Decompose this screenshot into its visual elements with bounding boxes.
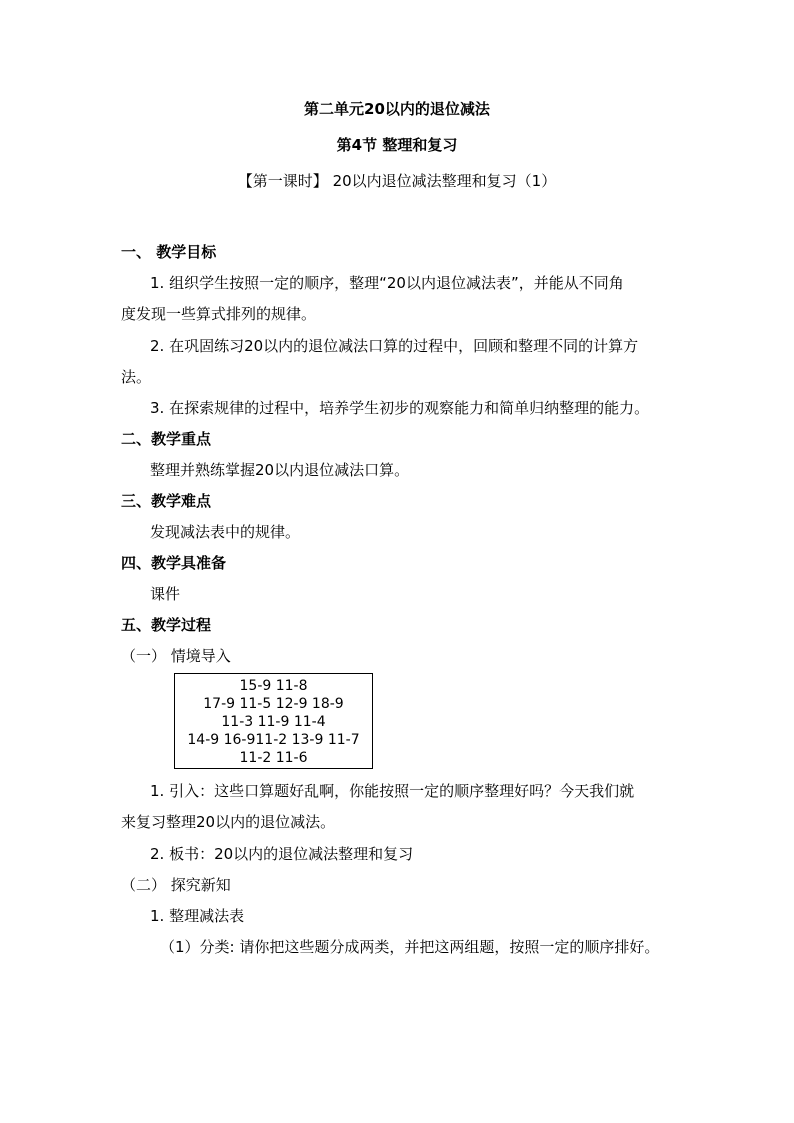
intro-line-1: 1. 引入：这些口算题好乱啊，你能按照一定的顺序整理好吗？今天我们就 xyxy=(150,782,635,800)
problem-box xyxy=(174,673,373,769)
key-points-heading: 二、教学重点 xyxy=(121,430,212,448)
part-1-heading: （一） 情境导入 xyxy=(121,647,231,665)
problem-row: 11-3 11-9 11-4 xyxy=(221,714,326,730)
problem-row: 17-9 11-5 12-9 18-9 xyxy=(203,696,344,712)
materials-text: 课件 xyxy=(150,585,181,603)
materials-heading: 四、教学具准备 xyxy=(121,554,227,572)
sub-item-1-1: （1）分类: 请你把这些题分成两类，并把这两组题，按照一定的顺序排好。 xyxy=(160,938,660,956)
difficulties-heading: 三、教学难点 xyxy=(121,492,212,510)
difficulties-text: 发现减法表中的规律。 xyxy=(150,523,301,541)
objective-2-line-2: 法。 xyxy=(121,368,152,386)
key-points-text: 整理并熟练掌握20以内退位减法口算。 xyxy=(150,461,410,479)
section-title: 第4节 整理和复习 xyxy=(336,136,458,154)
problem-row: 11-2 11-6 xyxy=(239,750,308,766)
board-writing: 2. 板书：20以内的退位减法整理和复习 xyxy=(150,845,414,863)
process-heading: 五、教学过程 xyxy=(121,616,212,634)
objective-2-line-1: 2. 在巩固练习20以内的退位减法口算的过程中，回顾和整理不同的计算方 xyxy=(150,337,639,355)
objective-1-line-1: 1. 组织学生按照一定的顺序，整理“20以内退位减法表”，并能从不同角 xyxy=(150,274,624,292)
unit-title: 第二单元20以内的退位减法 xyxy=(304,100,490,118)
objectives-heading: 一、 教学目标 xyxy=(121,243,217,261)
problem-row: 15-9 11-8 xyxy=(239,678,308,694)
sub-heading-1: 1. 整理减法表 xyxy=(150,907,245,925)
part-2-heading: （二） 探究新知 xyxy=(121,876,231,894)
lesson-title: 【第一课时】 20以内退位减法整理和复习（1） xyxy=(237,172,557,190)
problem-row: 14-9 16-911-2 13-9 11-7 xyxy=(187,732,360,748)
objective-3: 3. 在探索规律的过程中，培养学生初步的观察能力和简单归纳整理的能力。 xyxy=(150,399,650,417)
intro-line-2: 来复习整理20以内的退位减法。 xyxy=(121,813,336,831)
objective-1-line-2: 度发现一些算式排列的规律。 xyxy=(121,305,317,323)
